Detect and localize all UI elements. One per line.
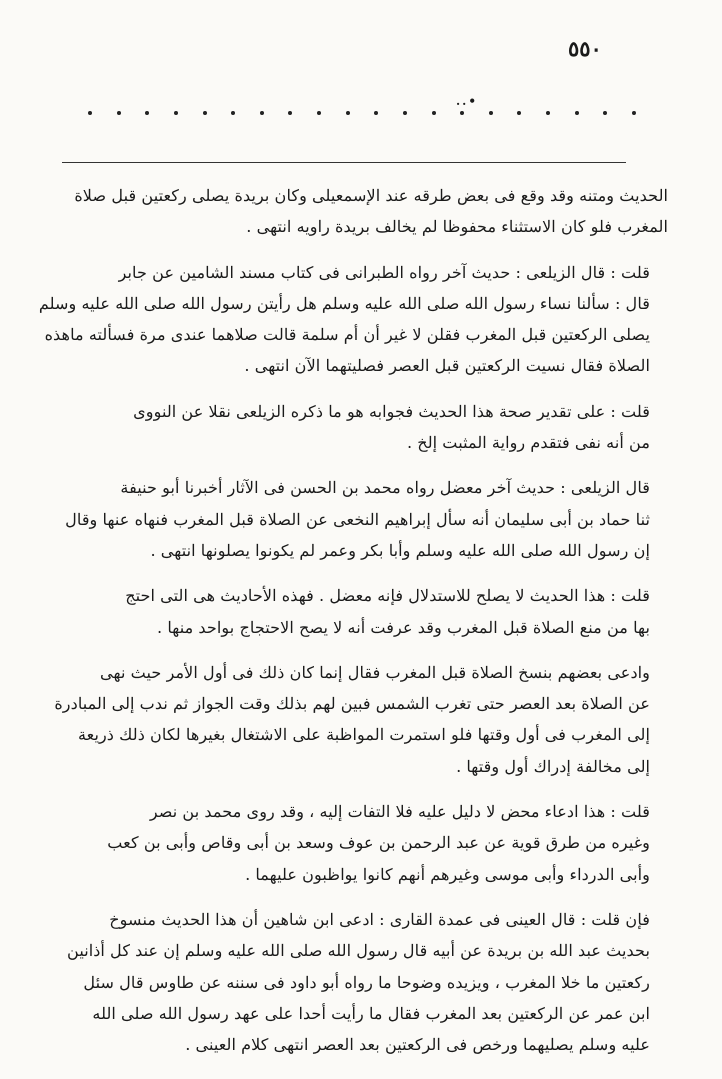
- text-line: بحديث عبد الله بن بريدة عن أبيه قال رسول الله صلى الله عليه وسلم إن عند كل أذانين: [67, 941, 650, 961]
- separator-dot: [632, 111, 636, 115]
- text-line: الصلاة فقال نسيت الركعتين قبل العصر فصليتهما الآن انتهى .: [244, 356, 650, 376]
- paragraph: [67, 904, 668, 1060]
- text-line: وادعى بعضهم بنسخ الصلاة قبل المغرب فقال إنما كان ذلك فى أول الأمر حيث نهى: [100, 662, 650, 682]
- separator-dot: [288, 111, 292, 115]
- separator-dot: [575, 111, 579, 115]
- text-line: قلت : هذا الحديث لا يصلح للاستدلال فإنه معضل . فهذه الأحاديث هى التى احتج: [125, 586, 650, 606]
- paragraph: [38, 257, 668, 382]
- text-line: ركعتين ما خلا المغرب ، ويزيده وضوحا ما رواه أبو داود فى سننه عن طاوس قال سئل: [83, 972, 650, 992]
- text-line: إلى مخالفة إدراك أول وقتها .: [456, 756, 650, 776]
- separator-dot: [145, 111, 149, 115]
- separator-dot: [489, 111, 493, 115]
- separator-dot: [546, 111, 550, 115]
- text-line: قلت : قال الزيلعى : حديث آخر رواه الطبرانى فى كتاب مسند الشامين عن جابر: [118, 262, 650, 282]
- separator-dot: [231, 111, 235, 115]
- text-line: قلت : هذا ادعاء محض لا دليل عليه فلا التفات إليه ، وقد روى محمد بن نصر: [149, 802, 650, 822]
- separator-dot: [260, 111, 264, 115]
- text-line: وغيره من طرق قوية عن عبد الرحمن بن عوف وسعد بن أبى وقاص وأبى بن كعب: [107, 833, 650, 853]
- text-line: قلت : على تقدير صحة هذا الحديث فجوابه هو ما ذكره الزيلعى نقلا عن النووى: [133, 401, 650, 421]
- paragraph: [88, 796, 668, 890]
- text-line: وأبى الدرداء وأبى موسى وغيرهم أنهم كانوا يواظبون عليهما .: [245, 864, 650, 884]
- separator-dot: [174, 111, 178, 115]
- separator-dot: [203, 111, 207, 115]
- text-line: من أنه نفى فتقدم رواية المثبت إلخ .: [406, 433, 650, 453]
- separator-dot: [374, 111, 378, 115]
- text-line: المغرب فلو كان الاستثناء محفوظا لم يخالف بريدة راويه انتهى .: [246, 217, 668, 237]
- text-line: يصلى الركعتين قبل المغرب فقلن لا غير أن أم سلمة قالت صلاهما عندى مرة فسألته ماهذه: [44, 325, 650, 345]
- paragraph: [88, 396, 668, 459]
- separator-dot: [432, 111, 436, 115]
- separator-dot: [117, 111, 121, 115]
- header-ornament: •..: [456, 94, 479, 108]
- separator-dot: [460, 111, 464, 115]
- paragraph: [65, 472, 668, 566]
- text-line: قال : سألنا نساء رسول الله صلى الله عليه وسلم هل رأيتن رسول الله صلى الله عليه وسلم: [38, 293, 650, 313]
- separator-dot: [88, 111, 92, 115]
- text-line: قال الزيلعى : حديث آخر معضل رواه محمد بن الحسن فى الآثار أخبرنا أبو حنيفة: [120, 478, 650, 498]
- text-line: بها من منع الصلاة قبل المغرب وقد عرفت أنه لا يصح الاحتجاج بواحد منها .: [157, 617, 650, 637]
- paragraph: [54, 657, 668, 782]
- separator-dot: [603, 111, 607, 115]
- dotted-separator: [88, 111, 636, 115]
- text-line: إلى المغرب فى أول وقتها فلو استمرت المواظبة على الاشتغال بغيرها لكان ذلك ذريعة: [77, 725, 650, 745]
- header-rule: [62, 162, 626, 163]
- separator-dot: [317, 111, 321, 115]
- text-line: الحديث ومتنه وقد وقع فى بعض طرقه عند الإسمعيلى وكان بريدة يصلى ركعتين قبل صلاة: [74, 186, 668, 205]
- separator-dot: [517, 111, 521, 115]
- text-line: ثنا حماد بن أبى سليمان أنه سأل إبراهيم النخعى عن الصلاة قبل المغرب فنهاه عنها وقال: [65, 509, 650, 529]
- text-line: عن الصلاة بعد العصر حتى تغرب الشمس فبين لهم بذلك وقت الجواز ثم ندب إلى المبادرة: [54, 694, 650, 714]
- paragraph: [88, 580, 668, 643]
- separator-dot: [403, 111, 407, 115]
- paragraph: [74, 180, 668, 243]
- text-line: ابن عمر عن الركعتين بعد المغرب فقال ما رأيت أحدا على عهد رسول الله صلى الله: [92, 1003, 650, 1023]
- page-number: ٥٥٠: [568, 36, 602, 61]
- text-line: فإن قلت : قال العينى فى عمدة القارى : ادعى ابن شاهين أن هذا الحديث منسوخ: [109, 909, 650, 929]
- text-line: إن رسول الله صلى الله عليه وسلم وأبا بكر وعمر لم يكونوا يصلونها انتهى .: [150, 540, 650, 560]
- separator-dot: [346, 111, 350, 115]
- body-text: [38, 180, 668, 1074]
- text-line: عليه وسلم يصليهما ورخص فى الركعتين بعد العصر انتهى كلام العينى .: [185, 1035, 650, 1055]
